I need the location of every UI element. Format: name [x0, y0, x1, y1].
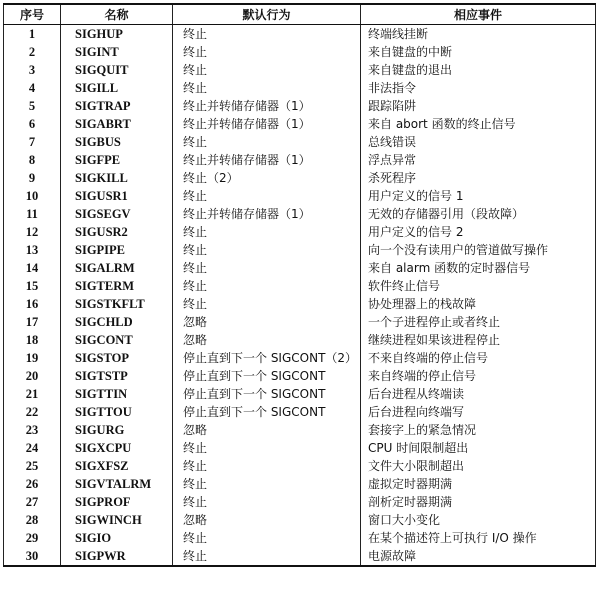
cell-name: SIGTTOU	[61, 403, 173, 421]
cell-action: 终止	[173, 259, 361, 277]
cell-action: 终止并转储存储器（1）	[173, 115, 361, 133]
cell-event: 来自终端的停止信号	[361, 367, 596, 385]
table-row	[4, 529, 596, 547]
cell-event: 终端线挂断	[361, 25, 596, 44]
cell-num: 17	[4, 313, 61, 331]
cell-num: 2	[4, 43, 61, 61]
cell-name: SIGUSR1	[61, 187, 173, 205]
cell-action: 终止	[173, 25, 361, 44]
cell-name: SIGIO	[61, 529, 173, 547]
cell-action: 终止	[173, 241, 361, 259]
cell-event: 来自 alarm 函数的定时器信号	[361, 259, 596, 277]
cell-action: 终止	[173, 439, 361, 457]
cell-num: 9	[4, 169, 61, 187]
table-row	[4, 115, 596, 133]
table-row	[4, 43, 596, 61]
cell-name: SIGWINCH	[61, 511, 173, 529]
cell-action: 终止	[173, 187, 361, 205]
cell-name: SIGBUS	[61, 133, 173, 151]
cell-action: 停止直到下一个 SIGCONT	[173, 385, 361, 403]
cell-action: 终止	[173, 475, 361, 493]
cell-action: 终止并转储存储器（1）	[173, 151, 361, 169]
cell-num: 19	[4, 349, 61, 367]
cell-name: SIGHUP	[61, 25, 173, 44]
table-row	[4, 421, 596, 439]
table-row	[4, 25, 596, 44]
cell-action: 忽略	[173, 511, 361, 529]
cell-name: SIGXFSZ	[61, 457, 173, 475]
table-row	[4, 61, 596, 79]
cell-name: SIGPWR	[61, 547, 173, 566]
table-row	[4, 457, 596, 475]
header-name: 名称	[61, 4, 173, 25]
table-row	[4, 349, 596, 367]
header-num: 序号	[4, 4, 61, 25]
cell-num: 21	[4, 385, 61, 403]
cell-action: 停止直到下一个 SIGCONT	[173, 403, 361, 421]
cell-action: 终止并转储存储器（1）	[173, 205, 361, 223]
cell-event: 窗口大小变化	[361, 511, 596, 529]
cell-num: 18	[4, 331, 61, 349]
cell-name: SIGSTOP	[61, 349, 173, 367]
cell-num: 27	[4, 493, 61, 511]
cell-name: SIGPROF	[61, 493, 173, 511]
cell-name: SIGTRAP	[61, 97, 173, 115]
cell-name: SIGCONT	[61, 331, 173, 349]
cell-name: SIGURG	[61, 421, 173, 439]
cell-name: SIGCHLD	[61, 313, 173, 331]
cell-num: 29	[4, 529, 61, 547]
table-header-row	[4, 4, 596, 25]
cell-event: 来自键盘的中断	[361, 43, 596, 61]
table-row	[4, 547, 596, 566]
cell-event: 软件终止信号	[361, 277, 596, 295]
cell-event: 后台进程从终端读	[361, 385, 596, 403]
cell-name: SIGQUIT	[61, 61, 173, 79]
table-row	[4, 205, 596, 223]
cell-name: SIGSTKFLT	[61, 295, 173, 313]
cell-name: SIGSEGV	[61, 205, 173, 223]
table-row	[4, 259, 596, 277]
cell-event: 非法指令	[361, 79, 596, 97]
cell-event: 继续进程如果该进程停止	[361, 331, 596, 349]
cell-event: 杀死程序	[361, 169, 596, 187]
cell-num: 10	[4, 187, 61, 205]
cell-num: 14	[4, 259, 61, 277]
header-action: 默认行为	[173, 4, 361, 25]
cell-name: SIGVTALRM	[61, 475, 173, 493]
cell-num: 8	[4, 151, 61, 169]
table-row	[4, 367, 596, 385]
table-body	[4, 25, 596, 567]
cell-event: 无效的存储器引用（段故障）	[361, 205, 596, 223]
cell-name: SIGUSR2	[61, 223, 173, 241]
cell-action: 终止	[173, 61, 361, 79]
cell-num: 6	[4, 115, 61, 133]
cell-name: SIGTERM	[61, 277, 173, 295]
table-row	[4, 295, 596, 313]
cell-num: 30	[4, 547, 61, 566]
cell-event: 套接字上的紧急情况	[361, 421, 596, 439]
cell-name: SIGKILL	[61, 169, 173, 187]
cell-num: 11	[4, 205, 61, 223]
cell-num: 3	[4, 61, 61, 79]
cell-event: 来自键盘的退出	[361, 61, 596, 79]
cell-action: 停止直到下一个 SIGCONT（2）	[173, 349, 361, 367]
cell-num: 12	[4, 223, 61, 241]
cell-event: 向一个没有读用户的管道做写操作	[361, 241, 596, 259]
cell-name: SIGABRT	[61, 115, 173, 133]
cell-action: 终止	[173, 529, 361, 547]
cell-event: 跟踪陷阱	[361, 97, 596, 115]
cell-action: 终止	[173, 547, 361, 566]
cell-action: 终止	[173, 277, 361, 295]
cell-num: 13	[4, 241, 61, 259]
cell-num: 5	[4, 97, 61, 115]
cell-num: 23	[4, 421, 61, 439]
cell-action: 忽略	[173, 421, 361, 439]
table-row	[4, 151, 596, 169]
cell-action: 终止	[173, 223, 361, 241]
cell-num: 20	[4, 367, 61, 385]
cell-action: 终止	[173, 79, 361, 97]
table-row	[4, 493, 596, 511]
signal-table	[3, 3, 596, 567]
cell-event: 一个子进程停止或者终止	[361, 313, 596, 331]
cell-event: 总线错误	[361, 133, 596, 151]
cell-action: 停止直到下一个 SIGCONT	[173, 367, 361, 385]
cell-name: SIGALRM	[61, 259, 173, 277]
table-row	[4, 223, 596, 241]
table-row	[4, 97, 596, 115]
cell-name: SIGILL	[61, 79, 173, 97]
cell-action: 终止并转储存储器（1）	[173, 97, 361, 115]
signal-table-container	[3, 3, 595, 567]
cell-name: SIGPIPE	[61, 241, 173, 259]
cell-event: 电源故障	[361, 547, 596, 566]
cell-action: 终止	[173, 43, 361, 61]
header-event: 相应事件	[361, 4, 596, 25]
cell-event: 文件大小限制超出	[361, 457, 596, 475]
cell-event: 浮点异常	[361, 151, 596, 169]
cell-event: 用户定义的信号 2	[361, 223, 596, 241]
cell-num: 26	[4, 475, 61, 493]
cell-num: 7	[4, 133, 61, 151]
cell-action: 忽略	[173, 331, 361, 349]
cell-name: SIGTTIN	[61, 385, 173, 403]
table-row	[4, 385, 596, 403]
table-row	[4, 133, 596, 151]
cell-action: 终止	[173, 493, 361, 511]
cell-num: 28	[4, 511, 61, 529]
cell-name: SIGFPE	[61, 151, 173, 169]
cell-event: 来自 abort 函数的终止信号	[361, 115, 596, 133]
cell-action: 终止	[173, 457, 361, 475]
table-row	[4, 313, 596, 331]
cell-name: SIGTSTP	[61, 367, 173, 385]
table-row	[4, 241, 596, 259]
cell-action: 终止	[173, 133, 361, 151]
table-row	[4, 277, 596, 295]
cell-event: 在某个描述符上可执行 I/O 操作	[361, 529, 596, 547]
cell-event: 协处理器上的栈故障	[361, 295, 596, 313]
cell-action: 终止	[173, 295, 361, 313]
cell-event: 用户定义的信号 1	[361, 187, 596, 205]
table-row	[4, 169, 596, 187]
cell-num: 16	[4, 295, 61, 313]
cell-num: 22	[4, 403, 61, 421]
cell-num: 15	[4, 277, 61, 295]
cell-name: SIGXCPU	[61, 439, 173, 457]
table-row	[4, 187, 596, 205]
cell-num: 1	[4, 25, 61, 44]
cell-event: 剖析定时器期满	[361, 493, 596, 511]
table-row	[4, 79, 596, 97]
cell-event: 虚拟定时器期满	[361, 475, 596, 493]
table-row	[4, 439, 596, 457]
cell-action: 终止（2）	[173, 169, 361, 187]
cell-event: 后台进程向终端写	[361, 403, 596, 421]
cell-event: 不来自终端的停止信号	[361, 349, 596, 367]
cell-num: 4	[4, 79, 61, 97]
table-row	[4, 511, 596, 529]
table-row	[4, 475, 596, 493]
cell-num: 25	[4, 457, 61, 475]
cell-event: CPU 时间限制超出	[361, 439, 596, 457]
cell-num: 24	[4, 439, 61, 457]
cell-action: 忽略	[173, 313, 361, 331]
table-row	[4, 403, 596, 421]
cell-name: SIGINT	[61, 43, 173, 61]
table-row	[4, 331, 596, 349]
